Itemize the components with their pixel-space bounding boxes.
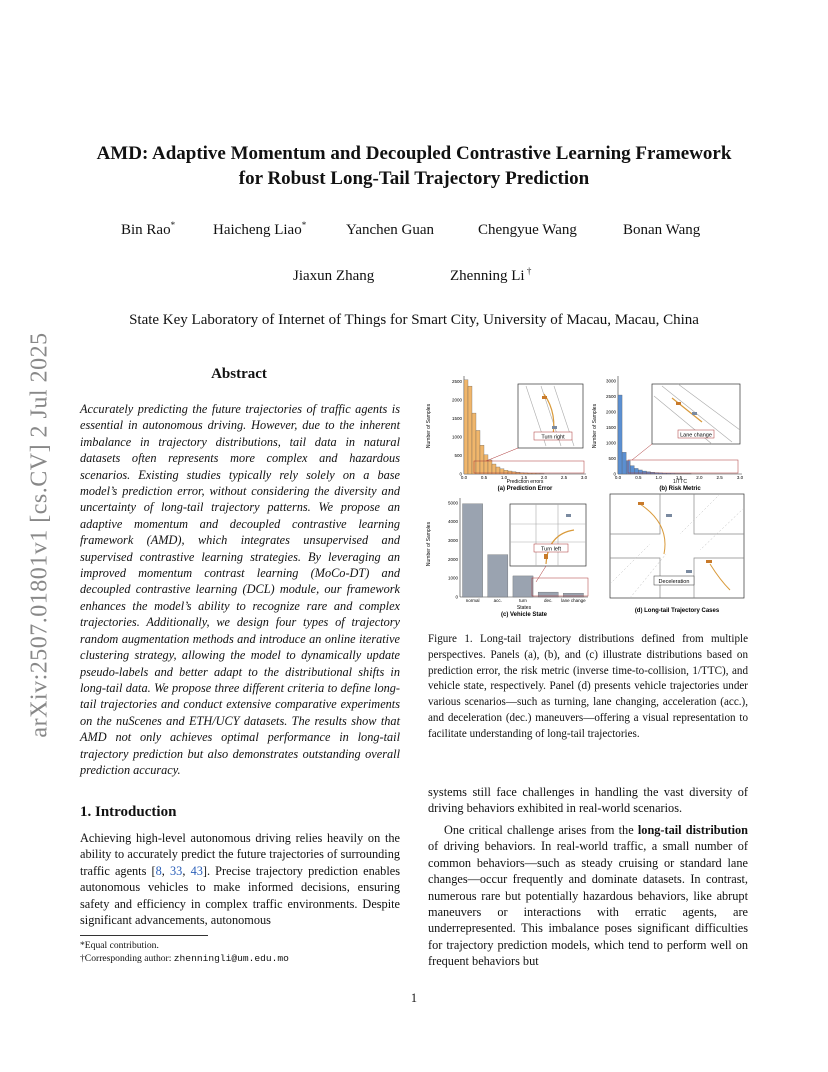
x-tick-label: 2.5 xyxy=(716,475,723,480)
arxiv-id: arXiv:2507.01801v1 [cs.CV] 2 Jul 2025 xyxy=(26,332,53,738)
histogram-bar xyxy=(488,460,492,474)
footnote-corresponding: †Corresponding author: zhenningli@um.edu.mo xyxy=(80,953,289,964)
x-tick-label: turn xyxy=(519,598,527,603)
citation-link[interactable]: 43 xyxy=(190,863,203,878)
author-3: Yanchen Guan xyxy=(346,222,435,238)
histogram-bar xyxy=(532,473,536,474)
introduction-text: Achieving high-level autonomous driving relies heavily on the ability to accurately predict the future trajectories of surrounding traffic agents [8, 33, 43]. Precise trajectory prediction enables autonomous vehicles to make informed decisions, ensuring safety and efficiency in complex traffic environments. Despite significant advancements, autonomous xyxy=(80,831,400,928)
panel-b xyxy=(592,376,744,492)
panel-c-title: (c) Vehicle State xyxy=(500,612,548,618)
x-tick-label: lane change xyxy=(561,598,586,603)
x-tick-label: 3.0 xyxy=(736,475,744,480)
y-tick-label: 3000 xyxy=(605,378,616,384)
histogram-bar xyxy=(476,430,480,474)
y-tick-label: 1500 xyxy=(605,425,616,431)
histogram-bar xyxy=(480,445,484,474)
bar-2 xyxy=(513,576,533,597)
y-tick-label: 1000 xyxy=(447,575,458,581)
panel-d-inset-label: Deceleration xyxy=(658,579,690,585)
figure-caption: Figure 1. Long-tail trajectory distributions defined from multiple perspectives. Panels (a), (b), and (c) illustrate distributions based on prediction error, the risk metric (inverse time-to-collision, 1/TTC), and vehicle state, respectively. Panel (d) presents vehicle trajectories under various scenarios—such as turning, lane changing, acceleration (acc.), and deceleration (dec.) maneuvers—offering a visual representation to facilitate understanding of long-tail trajectories. xyxy=(428,633,748,740)
histogram-bar xyxy=(630,466,634,474)
panel-d xyxy=(610,494,744,614)
page-number: 1 xyxy=(410,991,418,1005)
author-7: Zhenning Li † xyxy=(450,266,532,284)
author-6: Jiaxun Zhang xyxy=(293,268,375,284)
author-5: Bonan Wang xyxy=(623,222,701,238)
histogram-bar xyxy=(663,473,667,474)
histogram-bar xyxy=(492,464,496,474)
panel-a-inset-label: Turn right xyxy=(541,434,565,441)
author-2: Haicheng Liao* xyxy=(213,220,307,238)
footnotes xyxy=(80,939,400,965)
arxiv-watermark xyxy=(20,310,60,760)
panel-c-xlabel: States xyxy=(516,605,532,611)
title-line-2: for Robust Long-Tail Trajectory Prediction xyxy=(238,168,590,189)
histogram-bar xyxy=(508,471,512,474)
panel-b-xlabel: 1/TTC xyxy=(673,479,687,485)
x-tick-label: 0.0 xyxy=(460,475,468,480)
y-tick-label: 0 xyxy=(613,471,616,477)
panel-c xyxy=(426,498,588,618)
abstract-heading: Abstract xyxy=(211,366,267,382)
y-tick-label: 2000 xyxy=(605,409,616,415)
citation-link[interactable]: 8 xyxy=(155,863,162,878)
y-tick-label: 4000 xyxy=(447,519,458,525)
histogram-bar xyxy=(667,473,671,474)
affiliation: State Key Laboratory of Internet of Things for Smart City, University of Macau, Macau, China xyxy=(129,312,699,328)
panel-a-ylabel: Number of Samples xyxy=(426,403,432,449)
x-tick-label: normal xyxy=(465,598,480,603)
x-tick-label: 0.5 xyxy=(635,475,642,480)
x-tick-label: acc. xyxy=(493,598,502,603)
y-tick-label: 0 xyxy=(455,594,458,600)
right-column-paragraph-1: systems still face challenges in handling the vast diversity of driving behaviors exhibited in real-world scenarios. xyxy=(428,785,748,816)
citation-link[interactable]: 33 xyxy=(170,863,183,878)
histogram-bar xyxy=(504,470,508,474)
x-tick-label: 1.5 xyxy=(675,475,683,480)
x-tick-label: 3.0 xyxy=(580,475,588,480)
footnote-equal: *Equal contribution. xyxy=(80,940,159,951)
title-line-1: AMD: Adaptive Momentum and Decoupled Contrastive Learning Framework xyxy=(96,143,732,164)
x-tick-label: 1.0 xyxy=(500,475,508,480)
bar-4 xyxy=(563,593,583,597)
y-tick-label: 1000 xyxy=(451,434,462,440)
histogram-bar xyxy=(638,470,642,474)
histogram-bar xyxy=(528,473,532,474)
author-4: Chengyue Wang xyxy=(478,222,577,238)
x-tick-label: 0.5 xyxy=(480,475,488,480)
histogram-bar xyxy=(618,395,622,474)
histogram-bar xyxy=(464,380,468,474)
bar-3 xyxy=(538,592,558,597)
histogram-bar xyxy=(484,455,488,474)
x-tick-label: 2.5 xyxy=(560,475,568,480)
panel-b-ylabel: Number of Samples xyxy=(592,403,598,449)
y-tick-label: 1500 xyxy=(451,416,462,422)
x-tick-label: 2.0 xyxy=(540,475,548,480)
panel-d-title: (d) Long-tail Trajectory Cases xyxy=(634,608,720,614)
footnote-divider xyxy=(80,935,208,936)
histogram-bar xyxy=(622,452,626,474)
y-tick-label: 2500 xyxy=(451,379,462,385)
y-tick-label: 2500 xyxy=(605,394,616,400)
abstract-text: Accurately predicting the future trajectories of traffic agents is essential in autonomous driving. However, due to the inherent imbalance in trajectory distributions, tail data in natural datasets often represents more complex and hazardous scenarios. Existing studies typically rely solely on a base model’s prediction error, without considering the diversity and uncertainty of long-tail trajectory patterns. We propose an adaptive momentum and decoupled contrastive learning framework (AMD), which integrates unsupervised and supervised contrastive learning strategies. By leveraging an improved momentum contrast learning (MoCo-DT) and decoupled contrastive learning (DCL) module, our framework enhances the model’s ability to recognize rare and complex trajectories. Additionally, we design four types of trajectory random augmentation methods and introduce an online iterative clustering strategy, allowing the model to dynamically update pseudo-labels and better adapt to the distributional shifts in long-tail data. We propose three different criteria to define long-tail trajectories and conduct extensive comparative experiments on the nuScenes and ETH/UCY datasets. The results show that AMD not only achieves optimal performance in long-tail trajectory prediction but also demonstrates outstanding overall prediction accuracy. xyxy=(80,402,400,777)
x-tick-label: dec. xyxy=(543,598,553,603)
histogram-bar xyxy=(536,473,540,474)
histogram-bar xyxy=(642,471,646,474)
bar-1 xyxy=(488,555,508,597)
y-tick-label: 5000 xyxy=(447,500,458,506)
y-tick-label: 2000 xyxy=(447,556,458,562)
emphasis-long-tail: long-tail distribution xyxy=(637,823,748,837)
y-tick-label: 500 xyxy=(608,456,616,462)
author-1: Bin Rao* xyxy=(121,220,176,238)
x-tick-label: 1.5 xyxy=(520,475,528,480)
y-tick-label: 2000 xyxy=(451,397,462,403)
histogram-bar xyxy=(671,473,675,474)
histogram-bar xyxy=(468,386,472,474)
y-tick-label: 0 xyxy=(459,471,462,477)
panel-a-title: (a) Prediction Error xyxy=(497,486,553,492)
y-tick-label: 1000 xyxy=(605,440,616,446)
y-tick-label: 3000 xyxy=(447,538,458,544)
y-tick-label: 500 xyxy=(454,453,462,459)
figure-1 xyxy=(426,366,750,622)
x-tick-label: 2.0 xyxy=(696,475,703,480)
panel-a-xlabel: Prediction errors xyxy=(506,479,544,485)
author-email: zhenningli@um.edu.mo xyxy=(173,953,289,964)
right-column-paragraph-2: One critical challenge arises from the long-tail distribution of driving behaviors. In real-world traffic, a small number of common behaviors—such as steady cruising or standard lane changes—occur frequently and dominate datasets. In contrast, numerous rare but potentially hazardous behaviors, like abrupt maneuvers or interactions with erratic agents, are underrepresented. This imbalance poses significant difficulties for trajectory prediction models, which tend to perform well on frequent behaviors but xyxy=(428,823,748,969)
x-tick-label: 0.0 xyxy=(614,475,622,480)
panel-b-title: (b) Risk Metric xyxy=(659,486,701,492)
paper-title xyxy=(60,141,768,191)
panel-a xyxy=(426,376,588,492)
x-tick-label: 1.0 xyxy=(655,475,662,480)
bar-0 xyxy=(463,504,483,597)
panel-c-inset-label: Turn left xyxy=(541,546,561,553)
panel-b-inset-label: Lane change xyxy=(680,432,712,439)
section-heading-introduction: 1. Introduction xyxy=(80,804,177,820)
panel-c-ylabel: Number of Samples xyxy=(426,521,432,567)
